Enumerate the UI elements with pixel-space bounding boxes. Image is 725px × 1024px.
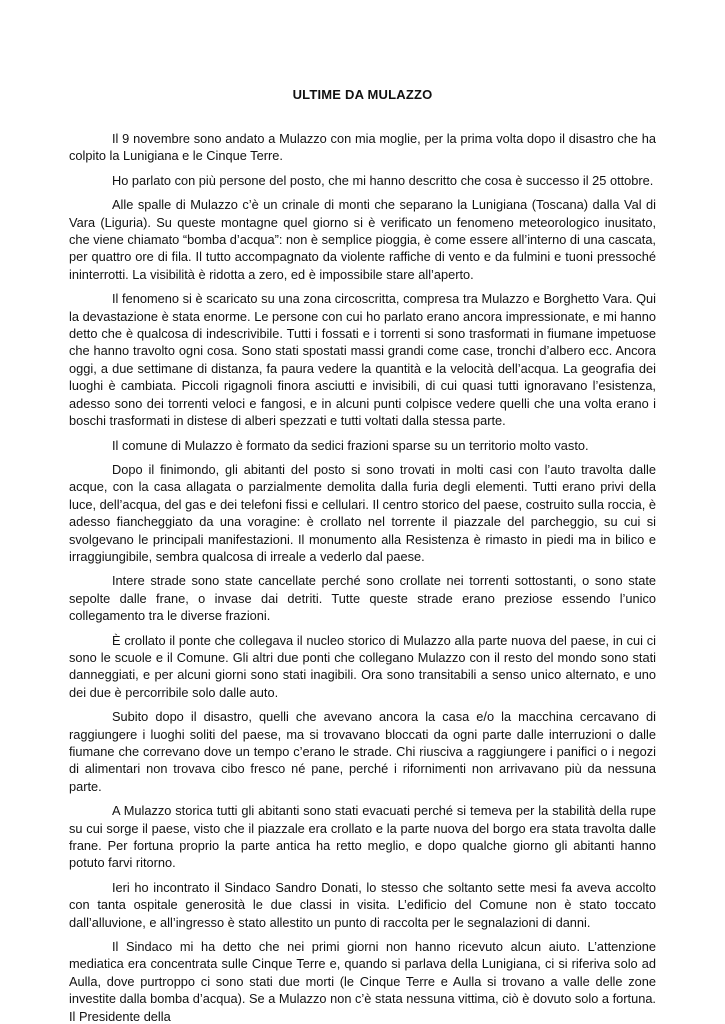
paragraph-4: Il fenomeno si è scaricato su una zona circoscritta, compresa tra Mulazzo e Borghetto Vara. Qui la devastazione è stata enorme. Le persone con cui ho parlato erano ancora impressionate, e mi hanno detto che è qualcosa di indescrivibile. Tutti i fossati e i torrenti si sono trasformati in fiumane impetuose che hanno travolto ogni cosa. Sono stati spostati massi grandi come case, tronchi d’albero ecc. Ancora oggi, a due settimane di distanza, fa paura vedere la quantità e la velocità dell’acqua. La geografia dei luoghi è cambiata. Piccoli rigagnoli finora asciutti e invisibili, di cui quasi tutti ignoravano l’esistenza, adesso sono dei torrenti veloci e fangosi, e in alcuni punti colpisce vedere quelli che una volta erano i boschi trasformati in distese di alberi spezzati e tutti voltati dalla stessa parte. <box>69 291 656 429</box>
paragraph-1: Il 9 novembre sono andato a Mulazzo con mia moglie, per la prima volta dopo il disastro che ha colpito la Lunigiana e le Cinque Terre. <box>69 131 656 164</box>
document-body <box>69 130 656 1024</box>
paragraph-12: Il Sindaco mi ha detto che nei primi giorni non hanno ricevuto alcun aiuto. L’attenzione mediatica era concentrata sulle Cinque Terre e, quando si parlava della Lunigiana, ci si riferiva solo ad Aulla, dove purtroppo ci sono stati due morti (le Cinque Terre e Aulla si trovano a valle delle zone investite dalla bomba d’acqua). Se a Mulazzo non c’è stata nessuna vittima, ciò è dovuto solo a fortuna. Il Presidente della <box>69 939 656 1024</box>
paragraph-2: Ho parlato con più persone del posto, che mi hanno descritto che cosa è successo il 25 ottobre. <box>112 172 654 188</box>
paragraph-3: Alle spalle di Mulazzo c’è un crinale di monti che separano la Lunigiana (Toscana) dalla Val di Vara (Liguria). Su queste montagne quel giorno si è verificato un fenomeno meteorologico inusitato, che viene chiamato “bomba d’acqua”: non è semplice pioggia, è come essere all’interno di una cascata, per quattro ore di fila. Il tutto accompagnato da violente raffiche di vento e da fulmini e tuoni pressoché ininterrotti. La visibilità è ridotta a zero, ed è impossibile stare all’aperto. <box>69 197 656 282</box>
paragraph-6: Dopo il finimondo, gli abitanti del posto si sono trovati in molti casi con l’auto travolta dalle acque, con la casa allagata o parzialmente demolita dalla furia degli elementi. Tutti erano privi della luce, dell’acqua, del gas e dei telefoni fissi e cellulari. Il centro storico del paese, costruito sulla roccia, è adesso fiancheggiato da una voragine: è crollato nel torrente il piazzale del parcheggio, su cui si svolgevano le principali manifestazioni. Il monumento alla Resistenza è rimasto in piedi ma in bilico e irraggiungibile, sembra qualcosa di irreale a vederlo dal paese. <box>69 461 656 564</box>
paragraph-11: Ieri ho incontrato il Sindaco Sandro Donati, lo stesso che soltanto sette mesi fa aveva accolto con tanta ospitale generosità le due classi in visita. L’edificio del Comune non è stato toccato dall’alluvione, e all’ingresso è stato allestito un punto di raccolta per le segnalazioni di danni. <box>69 879 656 930</box>
paragraph-8: È crollato il ponte che collegava il nucleo storico di Mulazzo alla parte nuova del paese, in cui ci sono le scuole e il Comune. Gli altri due ponti che collegano Mulazzo con il resto del mondo sono stati danneggiati, e per alcuni giorni sono stati inagibili. Ora sono transitabili a senso unico alternato, e uno dei due è percorribile solo dalle auto. <box>69 632 656 700</box>
document-title: ULTIME DA MULAZZO <box>292 87 433 102</box>
paragraph-7: Intere strade sono state cancellate perché sono crollate nei torrenti sottostanti, o sono state sepolte dalle frane, o invase dai detriti. Tutte queste strade erano preziose essendo l’unico collegamento tra le diverse frazioni. <box>69 573 656 624</box>
paragraph-9: Subito dopo il disastro, quelli che avevano ancora la casa e/o la macchina cercavano di raggiungere i luoghi soliti del paese, ma si trovavano bloccati da ogni parte dalle interruzioni o dalle fiumane che correvano dove un tempo c’erano le strade. Chi riusciva a raggiungere i panifici o i negozi di alimentari non trovava cibo fresco né pane, perché i rifornimenti non arrivavano più da nessuna parte. <box>69 709 656 794</box>
paragraph-10: A Mulazzo storica tutti gli abitanti sono stati evacuati perché si temeva per la stabilità della rupe su cui sorge il paese, visto che il piazzale era crollato e la parte nuova del borgo era stata travolta dalle frane. Per fortuna proprio la parte antica ha retto meglio, e dopo qualche giorno gli abitanti hanno potuto farvi ritorno. <box>69 803 656 871</box>
paragraph-5: Il comune di Mulazzo è formato da sedici frazioni sparse su un territorio molto vasto. <box>112 437 589 453</box>
